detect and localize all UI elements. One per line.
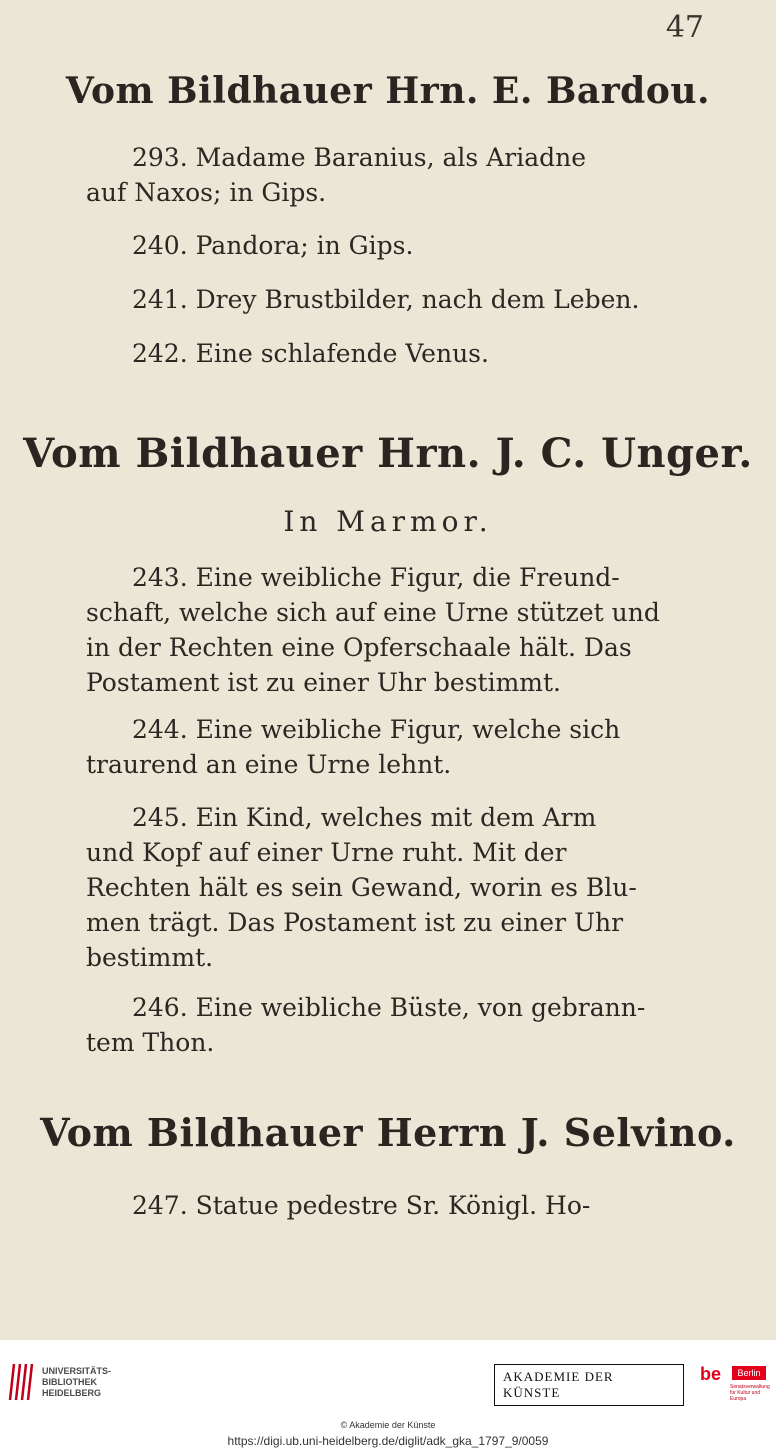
berlin-logo[interactable] bbox=[700, 1362, 770, 1406]
library-logo-line: HEIDELBERG bbox=[42, 1387, 102, 1398]
entry-line: 293. Madame Baranius, als Ariadne bbox=[132, 143, 587, 172]
entry-247 bbox=[86, 1188, 706, 1223]
entry-line: 240. Pandora; in Gips. bbox=[132, 231, 414, 260]
library-logo-text bbox=[42, 1366, 111, 1399]
entry-line: 244. Eine weibliche Figur, welche sich bbox=[132, 715, 621, 744]
entry-line: bestimmt. bbox=[86, 943, 214, 972]
berlin-logo-word: Berlin bbox=[732, 1366, 766, 1380]
entry-line: Postament ist zu einer Uhr bestimmt. bbox=[86, 668, 561, 697]
entry-246 bbox=[86, 990, 706, 1060]
section-heading-selvino: Vom Bildhauer Herrn J. Selvino. bbox=[40, 1110, 736, 1155]
section-heading-unger: Vom Bildhauer Hrn. J. C. Unger. bbox=[23, 430, 753, 477]
academy-logo[interactable] bbox=[494, 1365, 684, 1405]
copyright-text: © Akademie der Künste bbox=[340, 1420, 436, 1430]
section-heading-bardou: Vom Bildhauer Hrn. E. Bardou. bbox=[65, 70, 711, 112]
berlin-logo-be: be bbox=[700, 1364, 722, 1384]
entry-line: 242. Eine schlafende Venus. bbox=[132, 339, 489, 368]
berlin-logo-small: Senatsverwaltung für Kultur und Europa bbox=[730, 1384, 770, 1402]
library-logo-line: UNIVERSITÄTS- bbox=[42, 1365, 112, 1376]
entry-line: tem Thon. bbox=[86, 1028, 215, 1057]
section-subheading: In Marmor. bbox=[283, 505, 493, 538]
entry-240 bbox=[86, 228, 706, 263]
entry-line: 241. Drey Brustbilder, nach dem Leben. bbox=[132, 285, 640, 314]
page-number: 47 bbox=[665, 10, 704, 45]
entry-244 bbox=[86, 712, 706, 782]
entry-line: 245. Ein Kind, welches mit dem Arm bbox=[132, 803, 597, 832]
library-logo-icon bbox=[8, 1362, 36, 1402]
entry-line: men trägt. Das Postament ist zu einer Uhr bbox=[86, 908, 624, 937]
entry-line: in der Rechten eine Opferschaale hält. Das bbox=[86, 633, 632, 662]
entry-line: auf Naxos; in Gips. bbox=[86, 178, 327, 207]
entry-line: 243. Eine weibliche Figur, die Freund- bbox=[132, 563, 620, 592]
source-url-link[interactable]: https://digi.ub.uni-heidelberg.de/diglit/adk_gka_1797_9/0059 bbox=[227, 1434, 549, 1448]
entry-line: schaft, welche sich auf eine Urne stützet und bbox=[86, 598, 660, 627]
library-logo-line: BIBLIOTHEK bbox=[42, 1376, 97, 1387]
entry-245 bbox=[86, 800, 706, 975]
entry-line: und Kopf auf einer Urne ruht. Mit der bbox=[86, 838, 567, 867]
library-logo[interactable] bbox=[8, 1362, 111, 1402]
entry-line: traurend an eine Urne lehnt. bbox=[86, 750, 452, 779]
entry-293 bbox=[86, 140, 706, 210]
entry-line: 247. Statue pedestre Sr. Königl. Ho- bbox=[132, 1191, 591, 1220]
entry-line: Rechten hält es sein Gewand, worin es Blu- bbox=[86, 873, 637, 902]
academy-logo-label: AKADEMIE DER KÜNSTE bbox=[494, 1364, 684, 1406]
entry-line: 246. Eine weibliche Büste, von gebrann- bbox=[132, 993, 646, 1022]
entry-242 bbox=[86, 336, 706, 371]
entry-243 bbox=[86, 560, 706, 700]
entry-241 bbox=[86, 282, 706, 317]
